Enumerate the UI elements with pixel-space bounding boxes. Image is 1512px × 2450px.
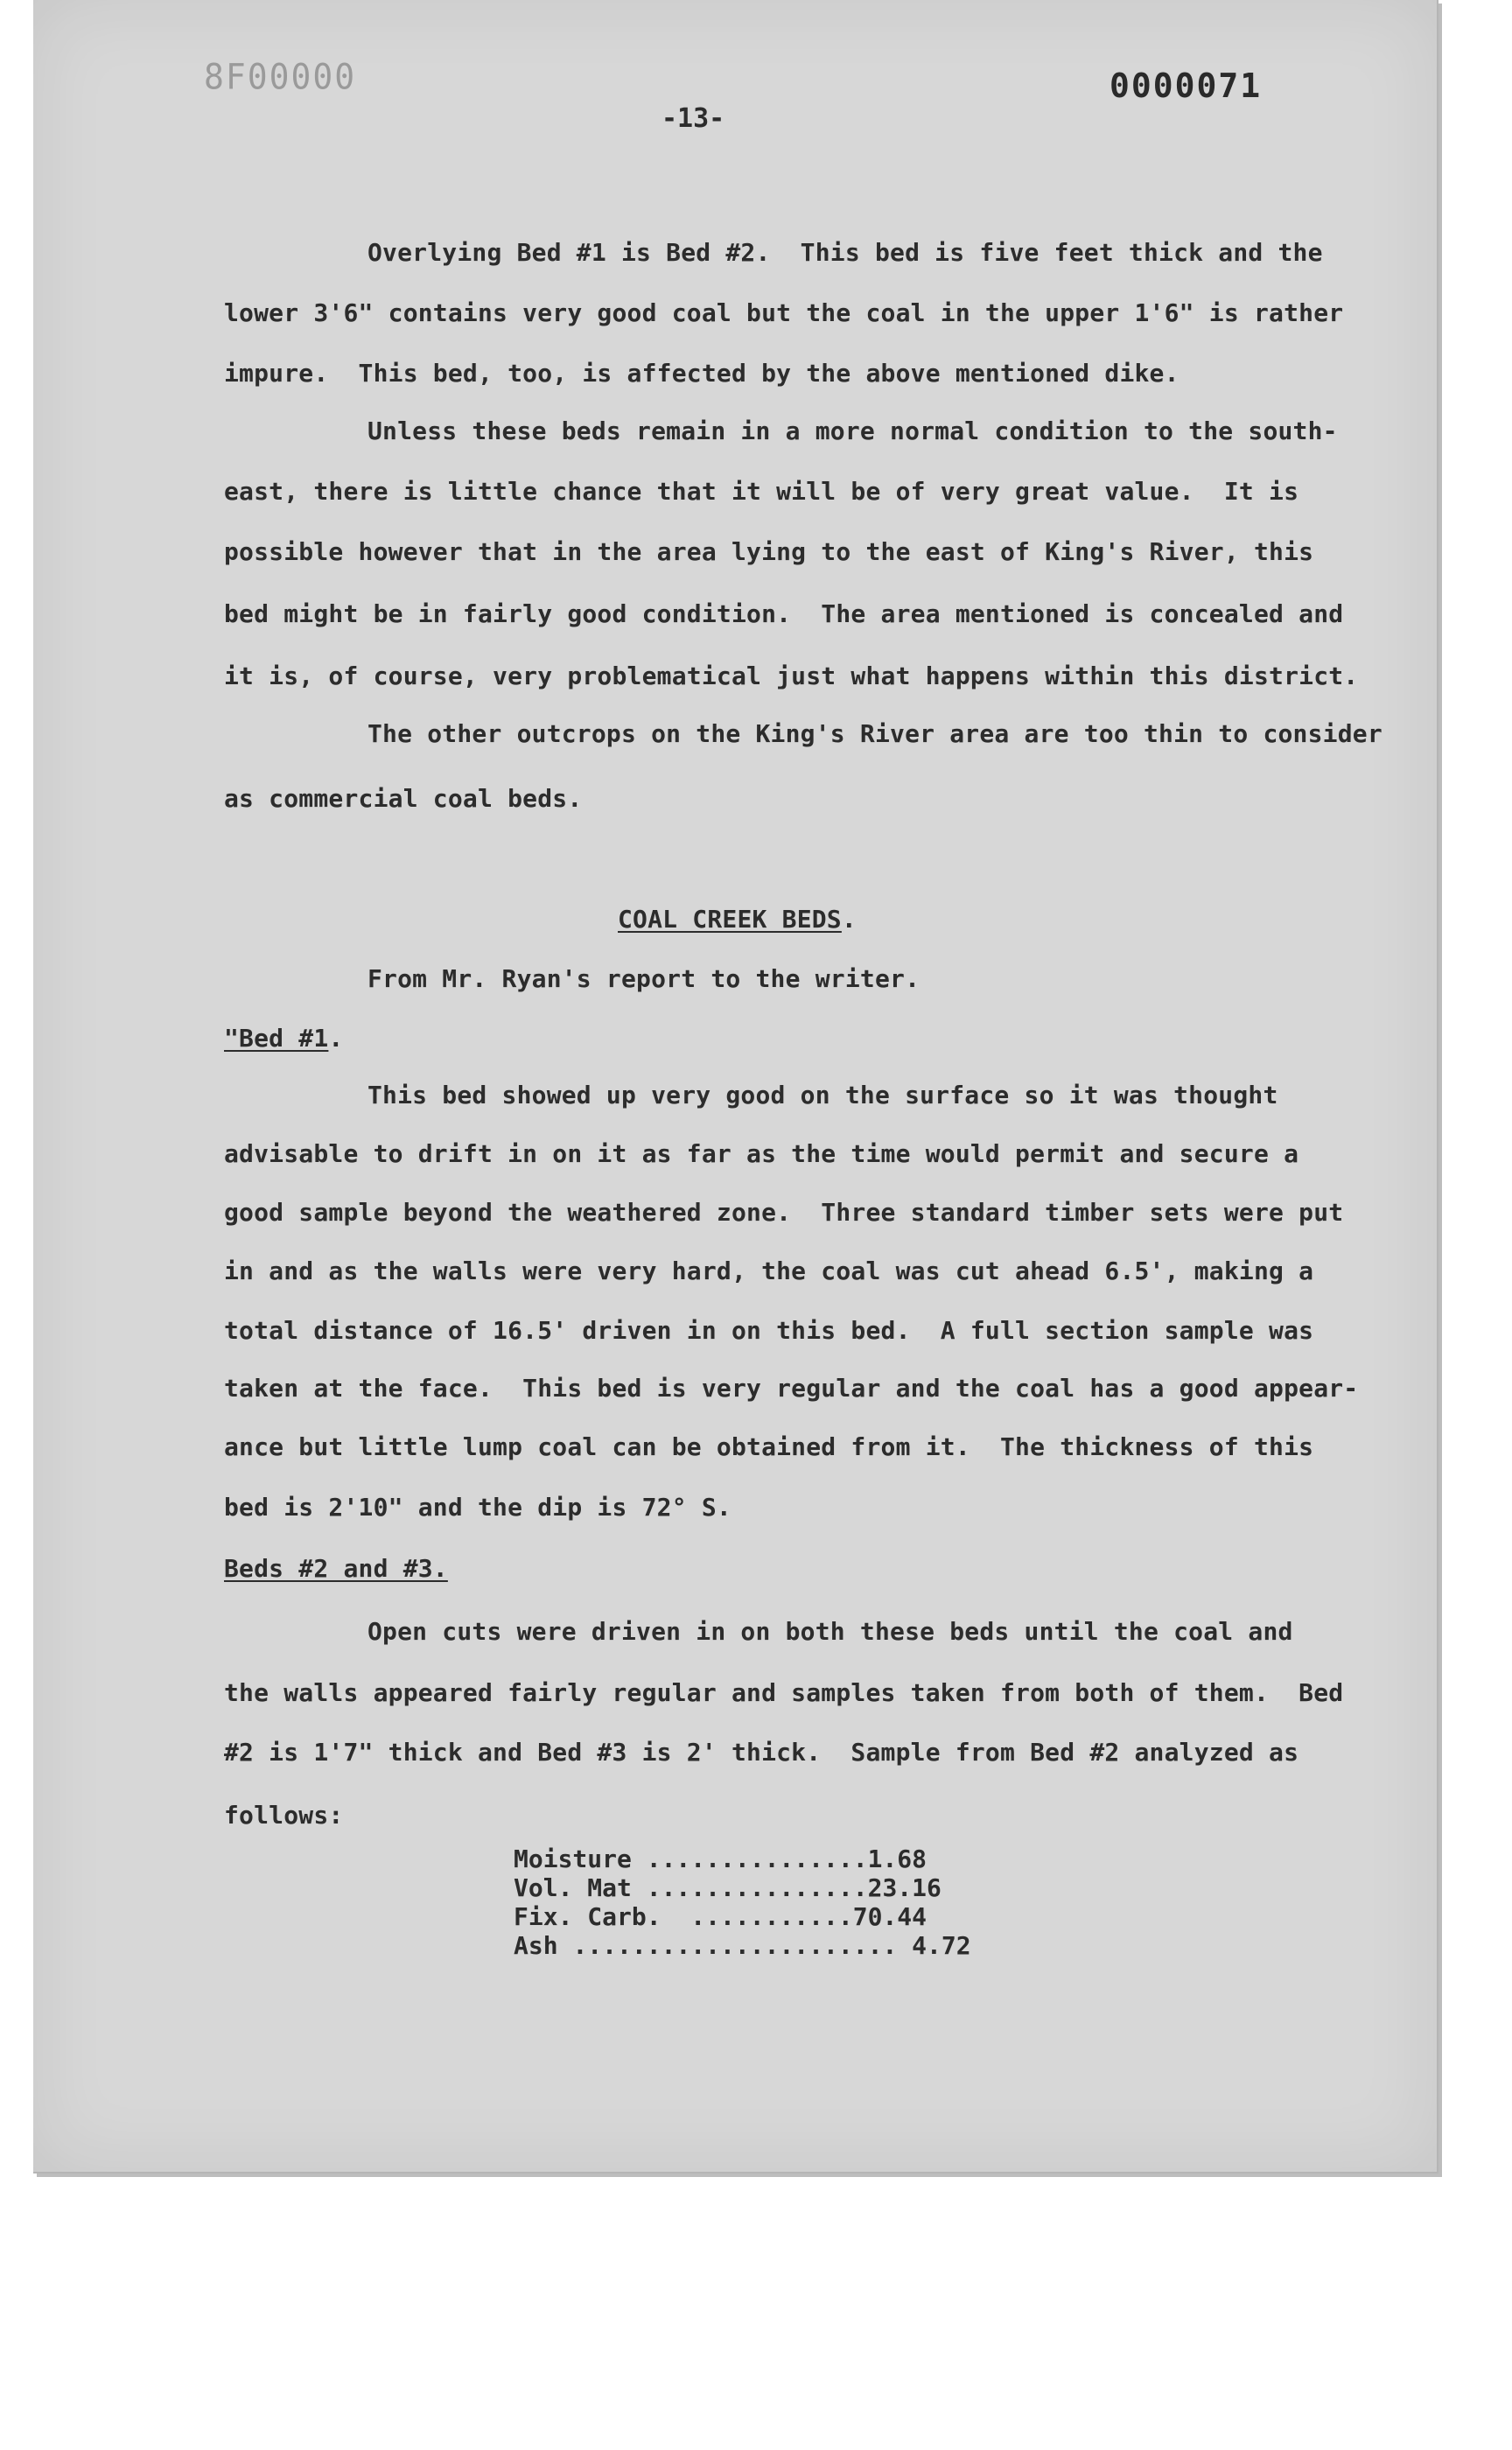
bed1-line-7: ance but little lump coal can be obtained from it. The thickness of this [224, 1432, 1314, 1461]
paragraph2-line-1: Unless these beds remain in a more normal condition to the south- [368, 416, 1338, 445]
beds23-line-4: follows: [224, 1801, 344, 1830]
analysis-table [514, 1844, 971, 1960]
analysis-value: 1.68 [867, 1844, 928, 1873]
beds23-line-2: the walls appeared fairly regular and samples taken from both of them. Bed [224, 1678, 1344, 1707]
paragraph3-line-2: as commercial coal beds. [224, 784, 583, 813]
analysis-leader-dots: ........... [690, 1902, 853, 1931]
beds23-heading-text: Beds #2 and #3. [224, 1554, 448, 1583]
page-number: -13- [662, 103, 725, 134]
faded-page-stamp: 8F00000 [204, 56, 357, 98]
section-heading-text: COAL CREEK BEDS [618, 905, 842, 934]
analysis-label: Vol. Mat [514, 1873, 647, 1902]
section-heading [618, 905, 857, 934]
bed1-heading [224, 1024, 343, 1054]
paragraph1-line-2: lower 3'6" contains very good coal but the coal in the upper 1'6" is rather [224, 298, 1344, 327]
analysis-value: 70.44 [852, 1902, 928, 1931]
paragraph2-line-2: east, there is little chance that it will be of very great value. It is [224, 477, 1299, 506]
analysis-label: Ash [514, 1931, 573, 1960]
paragraph1-line-3: impure. This bed, too, is affected by the above mentioned dike. [224, 359, 1180, 388]
paragraph2-line-5: it is, of course, very problematical just what happens within this district. [224, 662, 1359, 690]
beds23-line-3: #2 is 1'7" thick and Bed #3 is 2' thick. Sample from Bed #2 analyzed as [224, 1738, 1299, 1767]
page-stamp-number: 0000071 [1110, 66, 1263, 105]
beds23-line-1: Open cuts were driven in on both these beds until the coal and [368, 1617, 1293, 1646]
bed1-line-2: advisable to drift in on it as far as the time would permit and secure a [224, 1139, 1299, 1168]
bed1-heading-period: . [328, 1024, 344, 1053]
analysis-label: Moisture [514, 1844, 647, 1873]
analysis-value: 23.16 [867, 1873, 942, 1902]
analysis-leader-dots: ............... [646, 1844, 868, 1873]
bed1-heading-text: "Bed #1 [224, 1024, 329, 1053]
section-heading-period: . [841, 905, 857, 934]
intro-line: From Mr. Ryan's report to the writer. [368, 964, 920, 993]
beds23-heading [224, 1554, 448, 1584]
bed1-line-5: total distance of 16.5' driven in on this bed. A full section sample was [224, 1316, 1314, 1345]
analysis-row-vol-mat [514, 1873, 971, 1902]
paragraph3-line-1: The other outcrops on the King's River area are too thin to consider [368, 719, 1382, 748]
paragraph1-line-1: Overlying Bed #1 is Bed #2. This bed is five feet thick and the [368, 238, 1323, 267]
analysis-label: Fix. Carb. [514, 1902, 691, 1931]
analysis-row-fix-carb [514, 1902, 971, 1931]
analysis-leader-dots: ............... [646, 1873, 868, 1902]
paragraph2-line-4: bed might be in fairly good condition. The area mentioned is concealed and [224, 599, 1344, 628]
analysis-row-moisture [514, 1844, 971, 1873]
analysis-value: 4.72 [912, 1931, 971, 1960]
bed1-line-8: bed is 2'10" and the dip is 72° S. [224, 1493, 732, 1522]
paragraph2-line-3: possible however that in the area lying to the east of King's River, this [224, 537, 1314, 566]
bed1-line-1: This bed showed up very good on the surface so it was thought [368, 1081, 1278, 1110]
analysis-leader-dots: ...................... [572, 1931, 913, 1960]
bed1-line-4: in and as the walls were very hard, the coal was cut ahead 6.5', making a [224, 1256, 1314, 1285]
bed1-line-6: taken at the face. This bed is very regular and the coal has a good appear- [224, 1374, 1359, 1403]
analysis-row-ash [514, 1931, 971, 1960]
bed1-line-3: good sample beyond the weathered zone. Three standard timber sets were put [224, 1198, 1344, 1227]
